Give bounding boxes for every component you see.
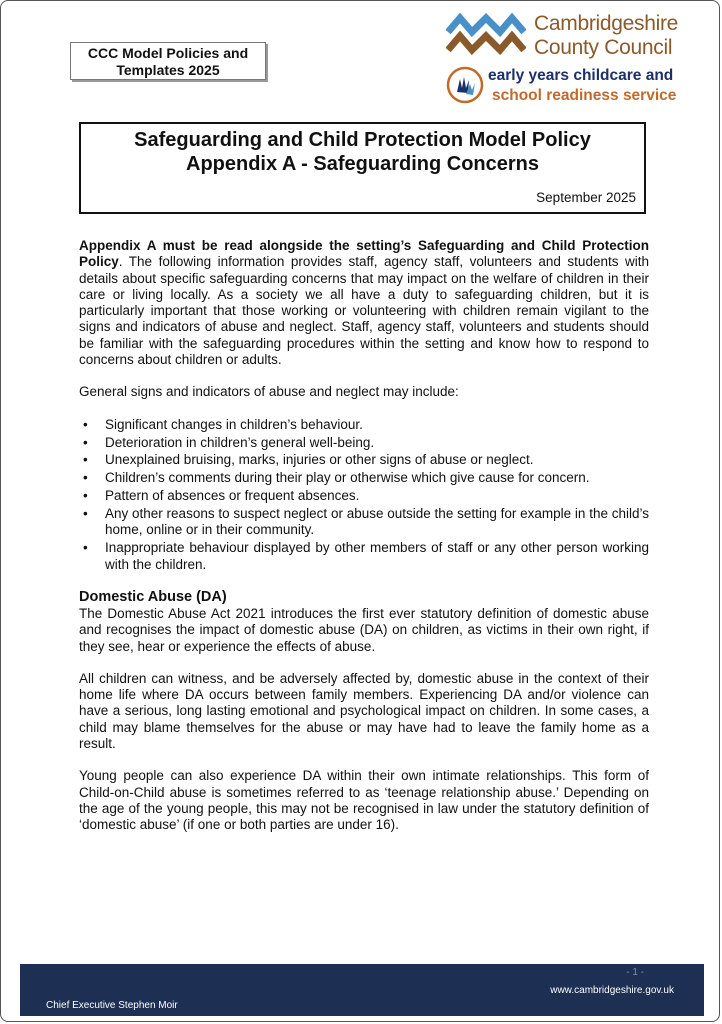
signs-lead: General signs and indicators of abuse and neglect may include: [79, 384, 459, 400]
policy-tag-line1: CCC Model Policies and [87, 45, 249, 61]
signs-list [79, 417, 649, 573]
footer-website-link[interactable]: www.cambridgeshire.gov.uk [550, 985, 674, 996]
list-item: • Significant changes in children’s behaviour. [79, 417, 649, 433]
policy-tag-line2: Templates 2025 [116, 62, 220, 78]
council-name-line1: Cambridgeshire [534, 12, 679, 35]
list-item: • Unexplained bruising, marks, injuries or other signs of abuse or neglect. [79, 452, 649, 468]
domestic-abuse-paragraph-2: All children can witness, and be adversely affected by, domestic abuse in the context of their home life where DA occurs between family members. Experiencing DA and/or violence can have a serious, long lasting emotional and psychological impact on children. In some cases, a child may blame themselves for the abuse or may have had to leave the family home as a result. [79, 670, 649, 751]
page-footer [20, 964, 704, 1016]
list-item: • Deterioration in children’s general well-being. [79, 435, 649, 451]
intro-paragraph [79, 238, 649, 368]
domestic-abuse-paragraph-3: Young people can also experience DA within their own intimate relationships. This form of Child-on-Child abuse is sometimes referred to as ‘teenage relationship abuse.’ Depending on the age of the young people, this may not be recognised in law under the statutory definition of ‘domestic abuse’ (if one or both parties are under 16). [79, 768, 649, 833]
service-name-line1: early years childcare and [488, 67, 674, 84]
document-body [79, 238, 649, 849]
council-logo-mark-icon [446, 12, 526, 56]
list-item: • Inappropriate behaviour displayed by other members of staff or any other person working with the children. [79, 540, 649, 573]
section-heading-domestic-abuse: Domestic Abuse (DA) [79, 588, 227, 605]
intro-bold: Appendix A must be read alongside the setting’s Safeguarding and Child Protection Policy [79, 238, 649, 270]
intro-text: . The following information provides staff, agency staff, volunteers and students with details about specific safeguarding concerns that may impact on the welfare of children in their care or living locally. As a society we all have a duty to safeguarding children, but it is particularly important that those working or volunteering with children remain vigilant to the signs and indicators of abuse and neglect. Staff, agency staff, volunteers and students should be familiar with the safeguarding procedures within the setting and know how to respond to concerns about children or adults. [79, 254, 649, 368]
service-name-line2: school readiness service [492, 87, 677, 104]
document-title: Safeguarding and Child Protection Model Policy [134, 129, 591, 151]
hands-circle-icon [446, 66, 484, 104]
list-item: • Any other reasons to suspect neglect or abuse outside the setting for example in the child’s home, online or in their community. [79, 506, 649, 539]
service-logo [446, 64, 696, 108]
policy-tag-box [70, 42, 266, 80]
council-name-line2: County Council [534, 36, 673, 59]
title-box [79, 122, 646, 214]
list-item: • Pattern of absences or frequent absences. [79, 488, 649, 504]
footer-chief-executive: Chief Executive Stephen Moir [46, 1000, 178, 1011]
page-number: - 1 - [626, 967, 644, 978]
document-subtitle: Appendix A - Safeguarding Concerns [186, 153, 539, 175]
council-logo [446, 12, 686, 62]
domestic-abuse-paragraph-1: The Domestic Abuse Act 2021 introduces the first ever statutory definition of domestic abuse and recognises the impact of domestic abuse (DA) on children, as victims in their own right, if they see, hear or experience the effects of abuse. [79, 605, 649, 654]
list-item: • Children’s comments during their play or otherwise which give cause for concern. [79, 470, 649, 486]
document-date: September 2025 [536, 190, 636, 205]
